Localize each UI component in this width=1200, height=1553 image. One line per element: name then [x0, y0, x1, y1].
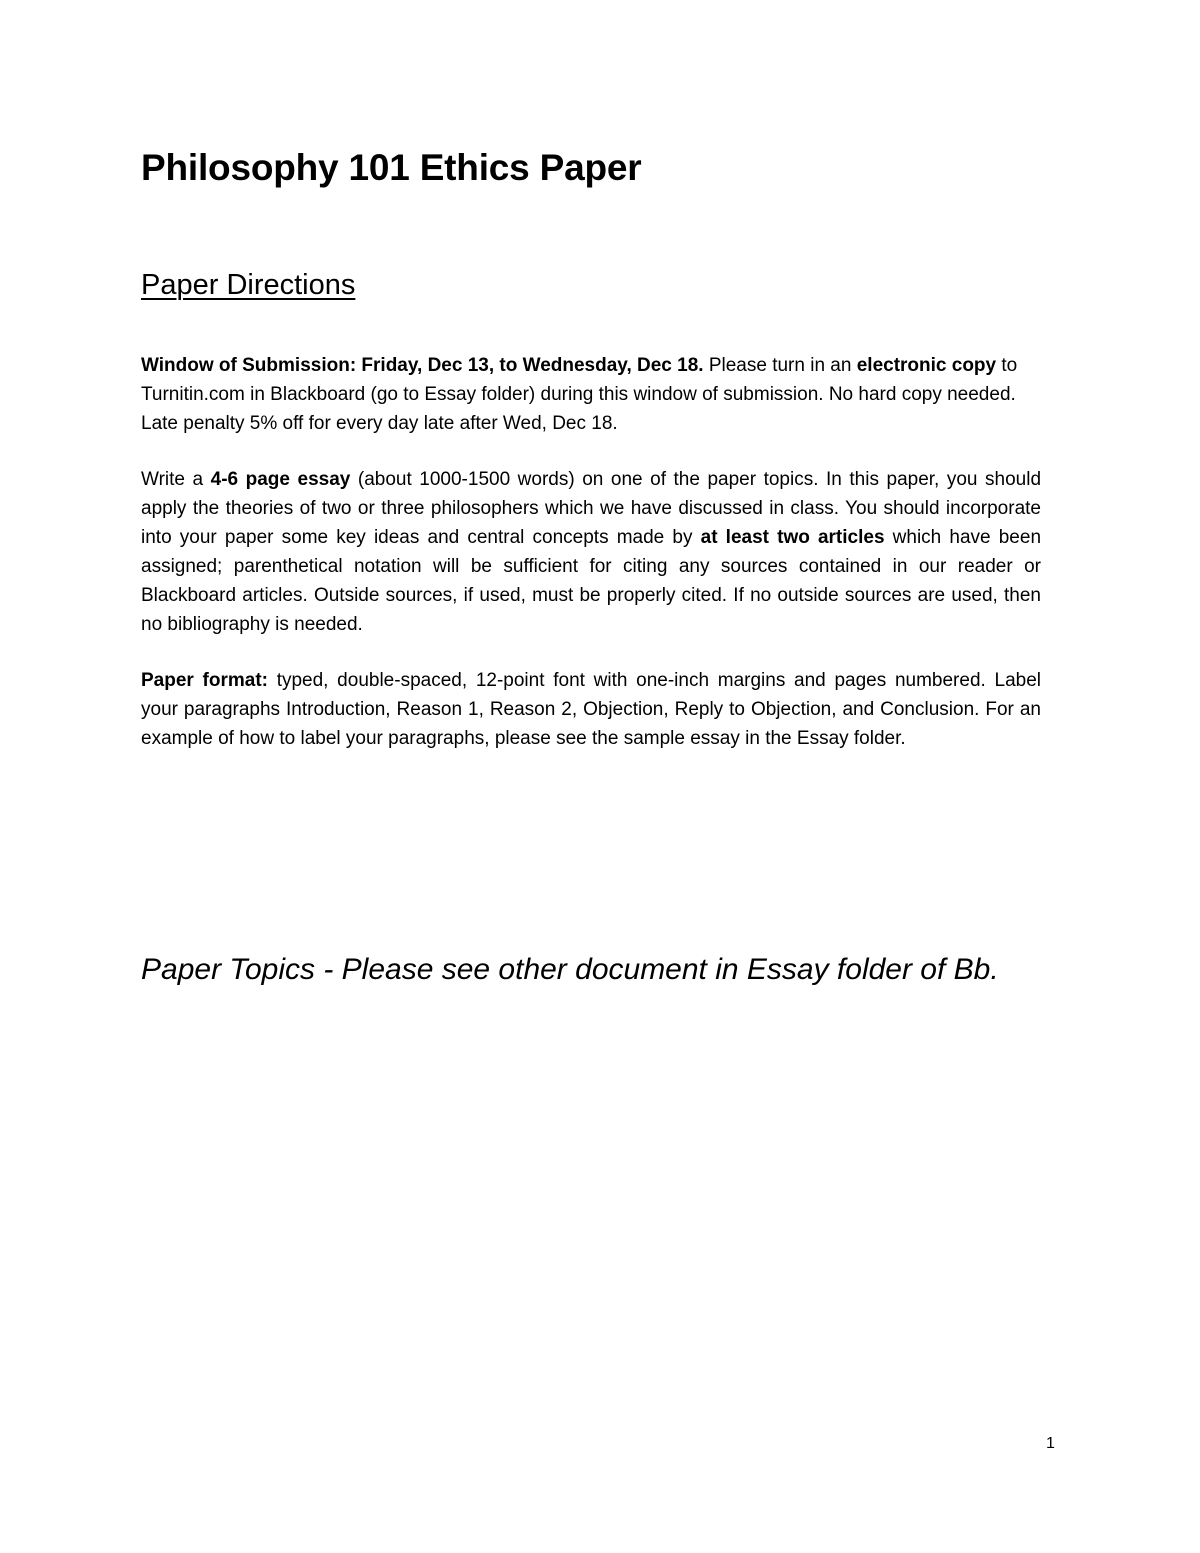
essay-bold-page-count: 4-6 page essay: [210, 469, 351, 490]
submission-window-label: Window of Submission: Friday, Dec 13, to Wednesday, Dec 18.: [141, 355, 704, 376]
paper-format-paragraph: [141, 666, 1041, 753]
submission-bold-electronic-copy: electronic copy: [856, 355, 997, 376]
submission-text-2: to Turnitin.com in Blackboard (go to Essay folder) during this window of submission. No hard copy needed. Late penalty 5% off for every day late after Wed, Dec 18.: [141, 355, 1018, 434]
essay-text-3: which have been assigned; parenthetical notation will be sufficient for citing any sources contained in our reader or Blackboard articles. Outside sources, if used, must be properly cited. If no outside sources are used, then no bibliography is needed.: [141, 527, 1042, 635]
essay-bold-articles: at least two articles: [700, 527, 885, 548]
paper-format-label: Paper format:: [141, 670, 268, 691]
page-title: Philosophy 101 Ethics Paper: [141, 147, 642, 188]
section-heading-paper-directions: Paper Directions: [141, 269, 356, 301]
paper-format-text: typed, double-spaced, 12-point font with one-inch margins and pages numbered. Label your paragraphs Introduction, Reason 1, Reason 2, Objection, Reply to Objection, and Conclusion. For an example of how to label your paragraphs, please see the sample essay in the Essay folder.: [141, 670, 1042, 749]
submission-paragraph: [141, 351, 1041, 438]
page-number: 1: [1046, 1435, 1055, 1452]
essay-text-1: Write a: [141, 469, 211, 490]
essay-text-2: (about 1000-1500 words) on one of the paper topics. In this paper, you should apply the theories of two or three philosophers which we have discussed in class. You should incorporate into your paper some key ideas and central concepts made by: [141, 469, 1042, 548]
essay-instructions-paragraph: [141, 465, 1041, 639]
submission-text-1: Please turn in an: [703, 355, 857, 376]
paper-topics-note: Paper Topics - Please see other document in Essay folder of Bb.: [141, 953, 999, 986]
